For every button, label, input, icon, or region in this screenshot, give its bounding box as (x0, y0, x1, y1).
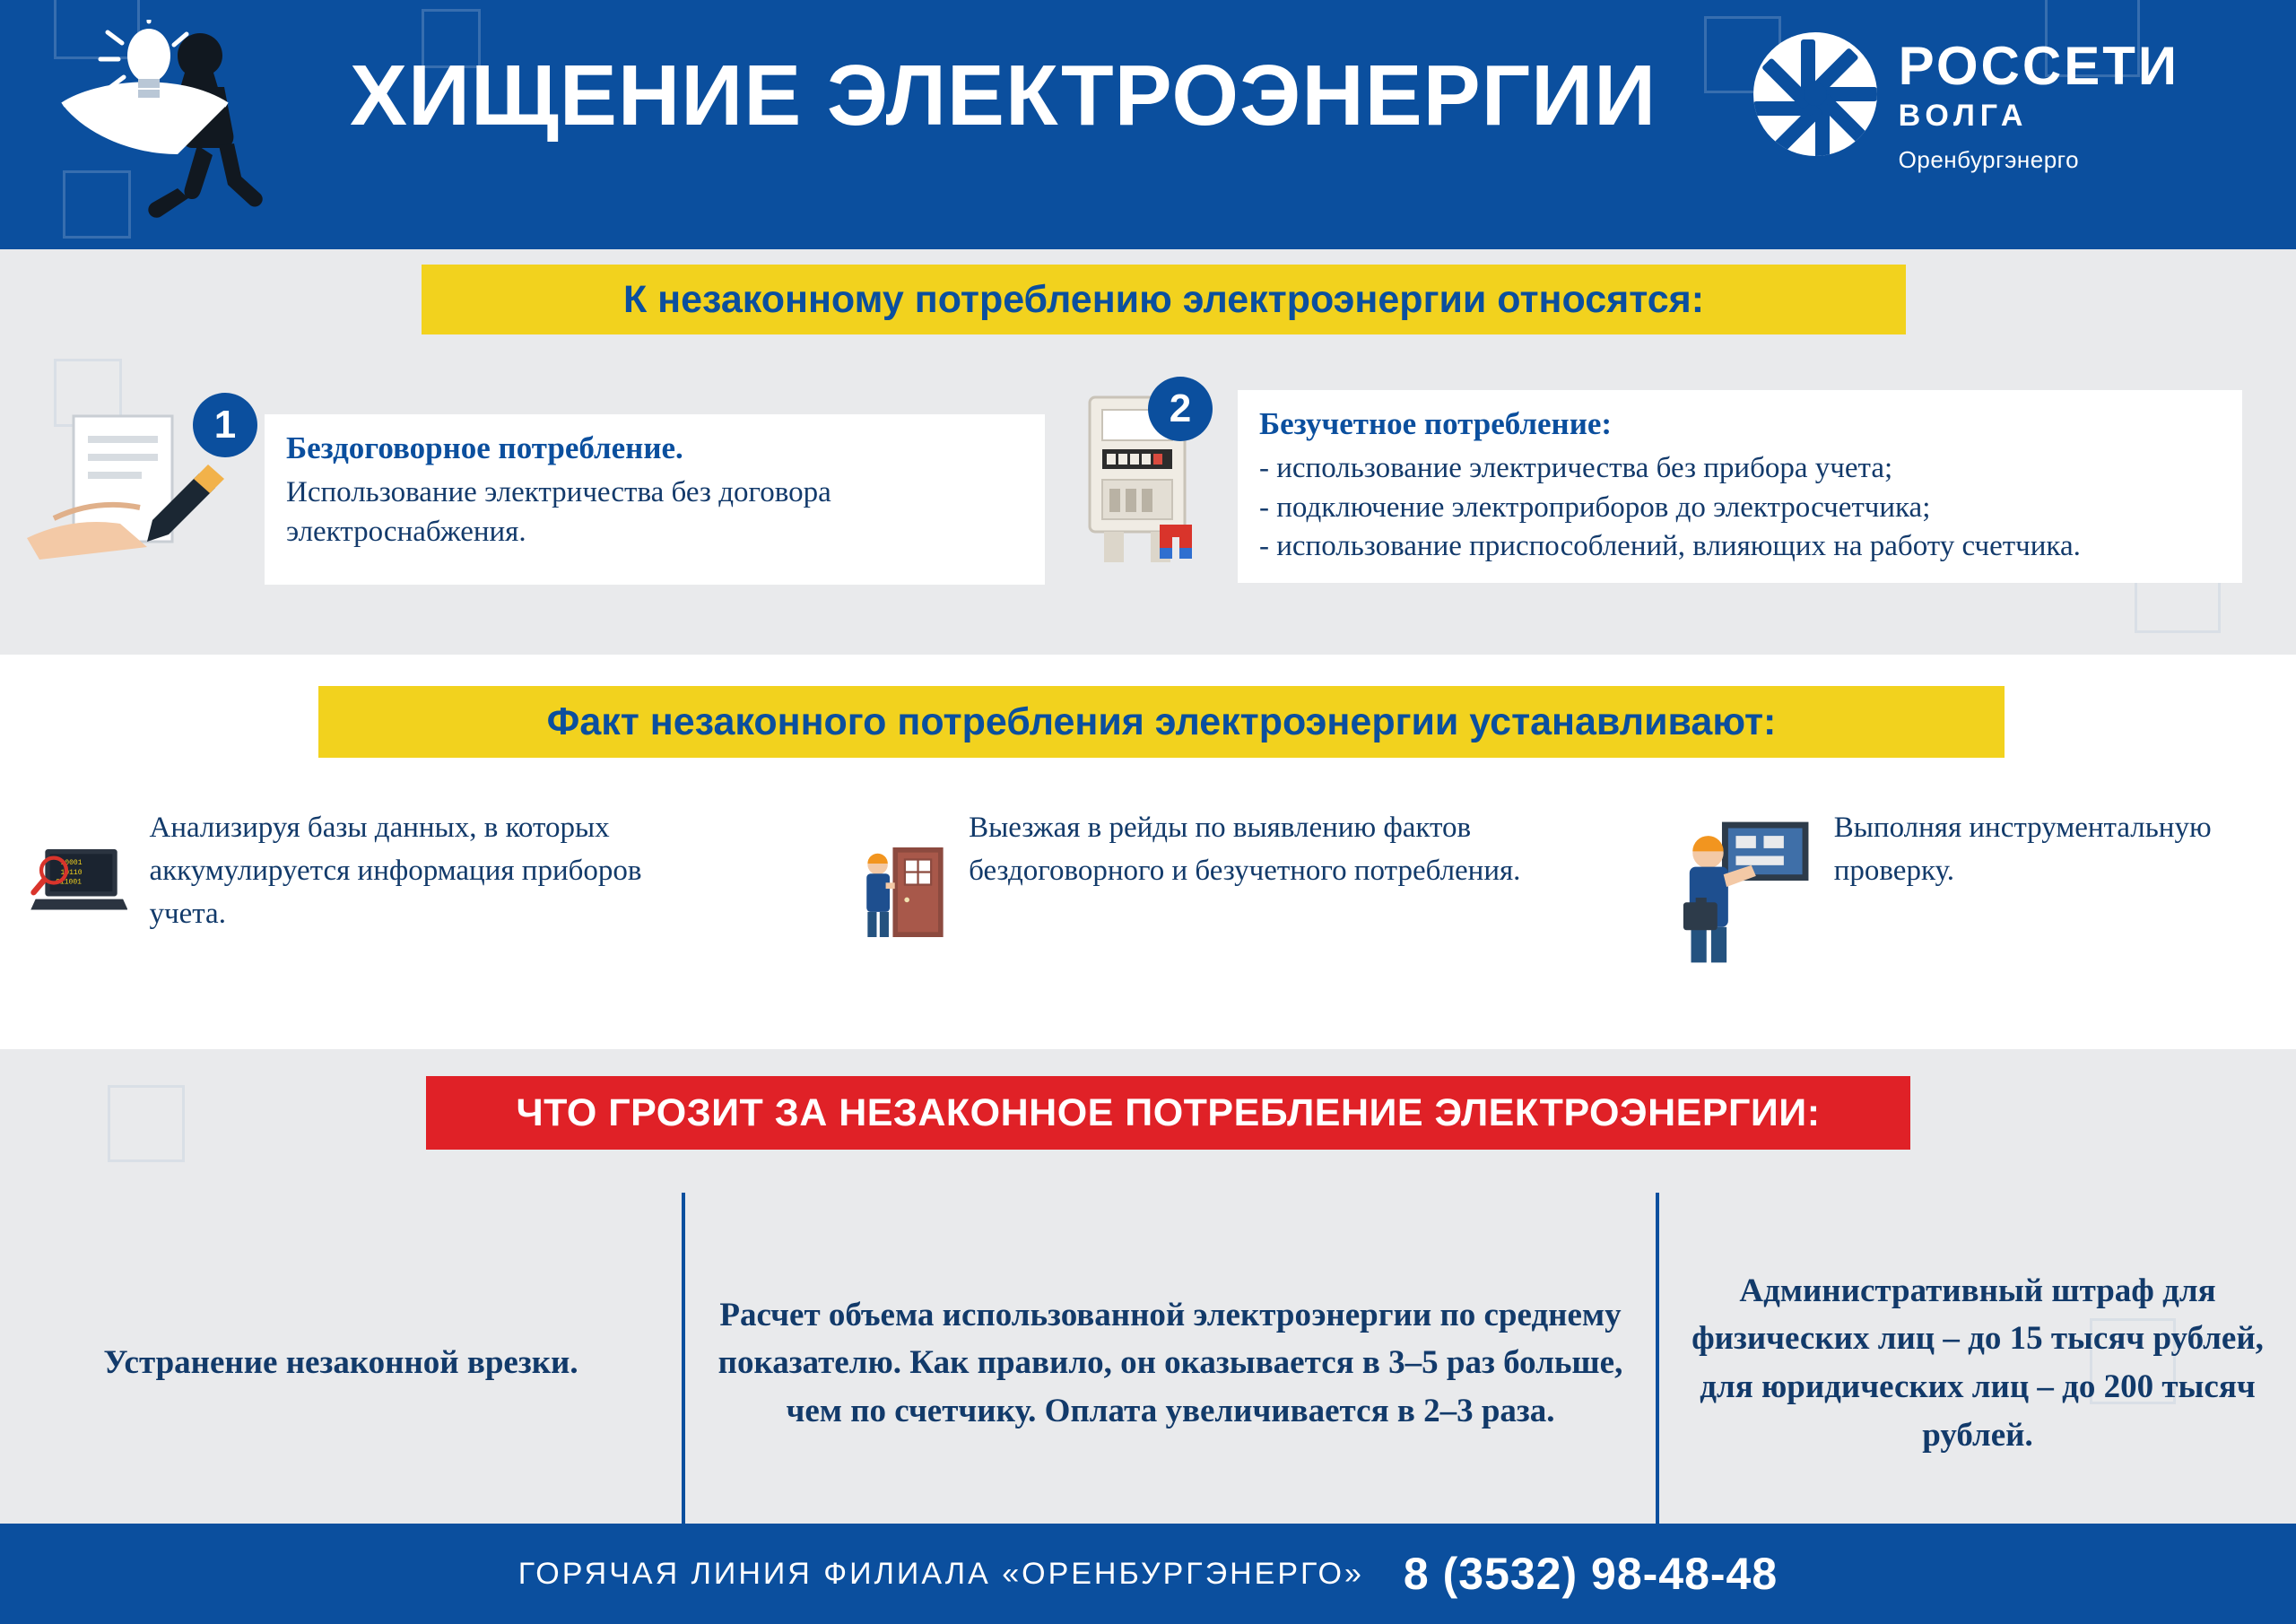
poster-header (0, 0, 2296, 249)
hotline-phone[interactable]: 8 (3532) 98-48-48 (1403, 1549, 1779, 1599)
brand-division: ВОЛГА (1898, 99, 2029, 133)
svg-text:011001: 011001 (56, 878, 83, 887)
inspector-at-door-icon (857, 807, 947, 977)
page-title: ХИЩЕНИЕ ЭЛЕКТРОЭНЕРГИИ (350, 48, 1657, 143)
brand-logo (1753, 32, 2179, 174)
section3-banner: ЧТО ГРОЗИТ ЗА НЕЗАКОННОЕ ПОТРЕБЛЕНИЕ ЭЛЕКТРОЭНЕРГИИ: (426, 1076, 1910, 1150)
penalty-column: Устранение незаконной врезки. (103, 1344, 578, 1382)
step-number-1: 1 (193, 393, 257, 457)
poster-footer (0, 1524, 2296, 1624)
card-title: Безучетное потребление: (1259, 406, 1613, 441)
card-unmetered-consumption (1238, 390, 2242, 583)
card-body (1259, 449, 2221, 567)
method-item-database-analysis (27, 807, 709, 960)
method-item-field-raids (857, 807, 1565, 977)
laptop-magnifier-data-icon (27, 807, 127, 960)
hotline-label: ГОРЯЧАЯ ЛИНИЯ ФИЛИАЛА «ОРЕНБУРГЭНЕРГО» (517, 1556, 1364, 1591)
card-body: Использование электричества без договора электроснабжения. (286, 476, 831, 548)
thief-with-bulb-icon (43, 20, 339, 226)
method-text: Анализируя базы данных, в которых аккумулируется информация приборов учета. (149, 812, 642, 930)
section1-banner: К незаконному потреблению электроэнергии относятся: (422, 265, 1906, 334)
brand-name: РОССЕТИ (1898, 36, 2179, 96)
list-item: - подключение электроприборов до электросчетчика; (1259, 491, 1931, 524)
card-contractless-consumption (265, 414, 1045, 585)
card-title: Бездоговорное потребление. (286, 430, 683, 465)
svg-text:10110: 10110 (60, 868, 83, 877)
step-number-2: 2 (1148, 377, 1213, 441)
section2-banner: Факт незаконного потребления электроэнергии устанавливают: (318, 686, 2005, 758)
brand-branch: Оренбургэнерго (1898, 146, 2080, 173)
svg-text:10001: 10001 (60, 859, 83, 868)
penalty-column: Расчет объема использованной электроэнергии по среднему показателю. Как правило, он оказывается в 3–5 раз больше, чем по счетчику. Оплата увеличивается в 2–3 раза. (682, 1193, 1659, 1533)
method-text: Выезжая в рейды по выявлению фактов бездоговорного и безучетного потребления. (969, 812, 1521, 887)
list-item: - использование электричества без прибора учета; (1259, 452, 1893, 484)
section1 (0, 350, 2296, 655)
decor-square (108, 1085, 185, 1162)
penalty-column: Административный штраф для физических лиц – до 15 тысяч рублей, для юридических лиц – до 200 тысяч рублей. (1692, 1272, 2264, 1454)
inspector-instrument-check-icon (1677, 807, 1813, 977)
section3 (0, 1049, 2296, 1551)
rosseti-turbine-icon (1753, 32, 1877, 156)
method-item-instrument-check (1677, 807, 2269, 977)
list-item: - использование приспособлений, влияющих на работу счетчика. (1259, 530, 2081, 563)
penalty-columns (0, 1193, 2296, 1533)
method-text: Выполняя инструментальную проверку. (1833, 812, 2212, 887)
